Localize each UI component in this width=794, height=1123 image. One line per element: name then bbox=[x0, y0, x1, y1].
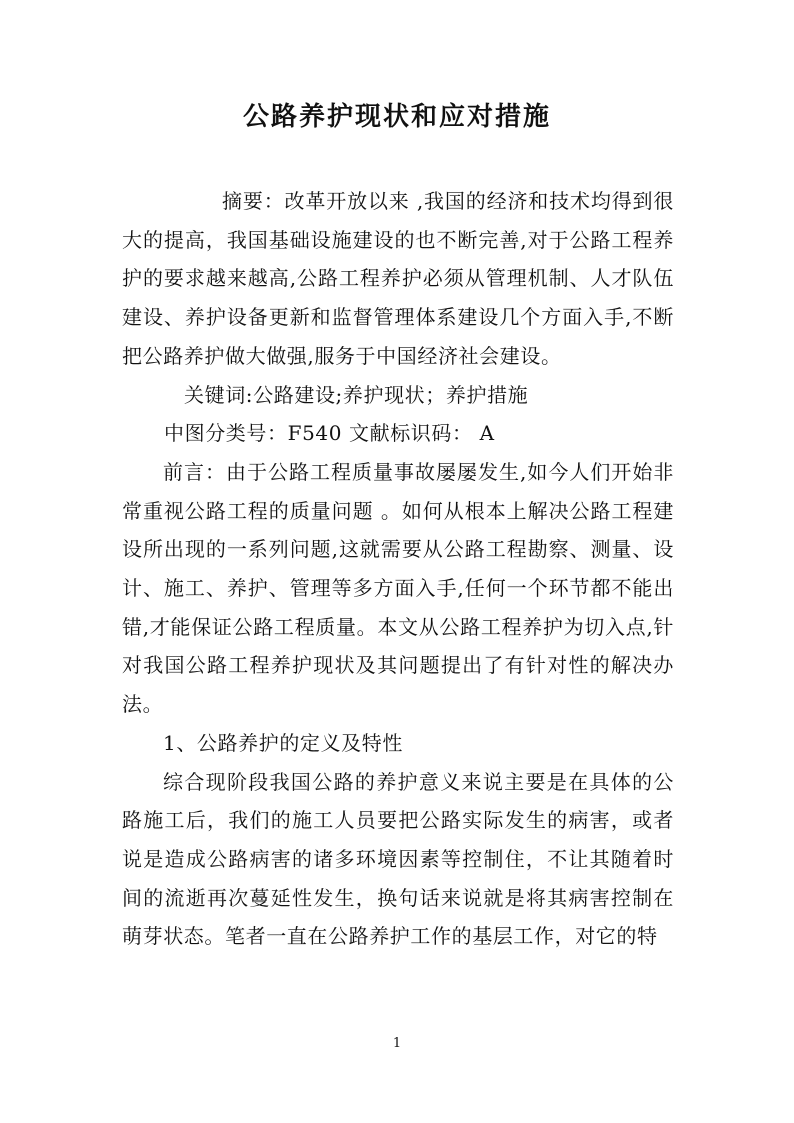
abstract-paragraph: 摘要：改革开放以来 ,我国的经济和技术均得到很大的提高，我国基础设施建设的也不断完善,对于公路工程养护的要求越来越高,公路工程养护必须从管理机制、人才队伍建设、养护设备更新和监督管理体系建设几个方面入手,不断把公路养护做大做强,服务于中国经济社会建设。 bbox=[122, 189, 674, 368]
document-title: 公路养护现状和应对措施 bbox=[242, 102, 551, 132]
preface-paragraph: 前言：由于公路工程质量事故屡屡发生,如今人们开始非常重视公路工程的质量问题 。如何从根本上解决公路工程建设所出现的一系列问题,这就需要从公路工程勘察、测量、设计、施工、养护、管理等多方面入手,任何一个环节都不能出错,才能保证公路工程质量。本文从公路工程养护为切入点,针对我国公路工程养护现状及其问题提出了有针对性的解决办法。 bbox=[122, 459, 674, 717]
page-number: 1 bbox=[392, 1036, 402, 1051]
section-paragraph: 综合现阶段我国公路的养护意义来说主要是在具体的公路施工后，我们的施工人员要把公路实际发生的病害，或者说是造成公路病害的诸多环境因素等控制住，不让其随着时间的流逝再次蔓延性发生，换句话来说就是将其病害控制在萌芽状态。笔者一直在公路养护工作的基层工作，对它的特 bbox=[122, 769, 674, 949]
section-heading: 1、公路养护的定义及特性 bbox=[163, 730, 403, 755]
keywords-line: 关键词:公路建设;养护现状；养护措施 bbox=[184, 382, 529, 407]
classification-line: 中图分类号：F540 文献标识码： A bbox=[164, 421, 495, 446]
document-body bbox=[122, 182, 674, 956]
